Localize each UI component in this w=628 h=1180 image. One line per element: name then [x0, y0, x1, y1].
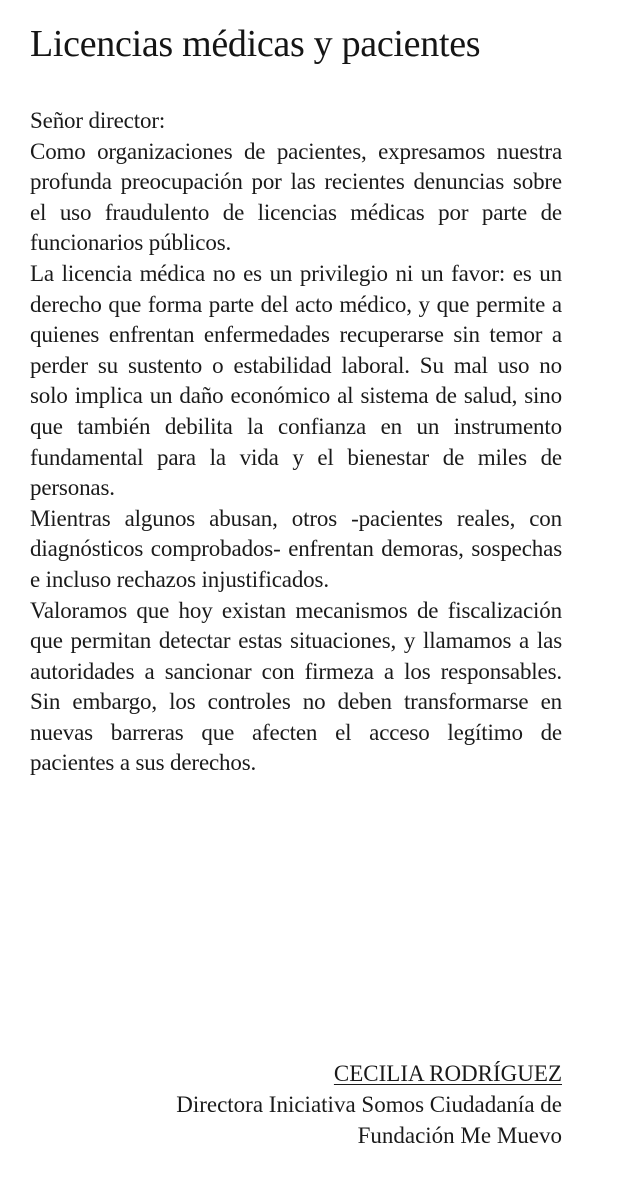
signature-block: [2, 1058, 562, 1151]
paragraph-2: La licencia médica no es un privilegio ni un favor: es un derecho que forma parte del acto médico, y que permite a quienes enfrentan enfermedades recuperarse sin temor a perder su sustento o estabilidad laboral. Su mal uso no solo implica un daño económico al sistema de salud, sino que también debilita la confianza en un instrumento fundamental para la vida y el bienestar de miles de personas.: [30, 260, 562, 501]
headline: Licencias médicas y pacientes: [30, 23, 481, 65]
signature-role-line-1: Directora Iniciativa Somos Ciudadanía de: [176, 1092, 562, 1117]
paragraph-1: Como organizaciones de pacientes, expresamos nuestra profunda preocupación por las recientes denuncias sobre el uso fraudulento de licencias médicas por parte de funcionarios públicos.: [30, 138, 562, 256]
signature-role-line-2: Fundación Me Muevo: [357, 1123, 562, 1148]
letter-article: [30, 18, 562, 779]
paragraph-3: Mientras algunos abusan, otros -pacientes reales, con diagnósticos comprobados- enfrentan demoras, sospechas e incluso rechazos injustificados.: [30, 505, 562, 592]
salutation: Señor director:: [30, 108, 166, 133]
signature-name: CECILIA RODRÍGUEZ: [333, 1061, 562, 1086]
paragraph-4: Valoramos que hoy existan mecanismos de fiscalización que permitan detectar estas situaciones, y llamamos a las autoridades a sancionar con firmeza a los responsables. Sin embargo, los controles no deben transformarse en nuevas barreras que afecten el acceso legítimo de pacientes a sus derechos.: [30, 597, 562, 776]
letter-body: [30, 106, 562, 779]
